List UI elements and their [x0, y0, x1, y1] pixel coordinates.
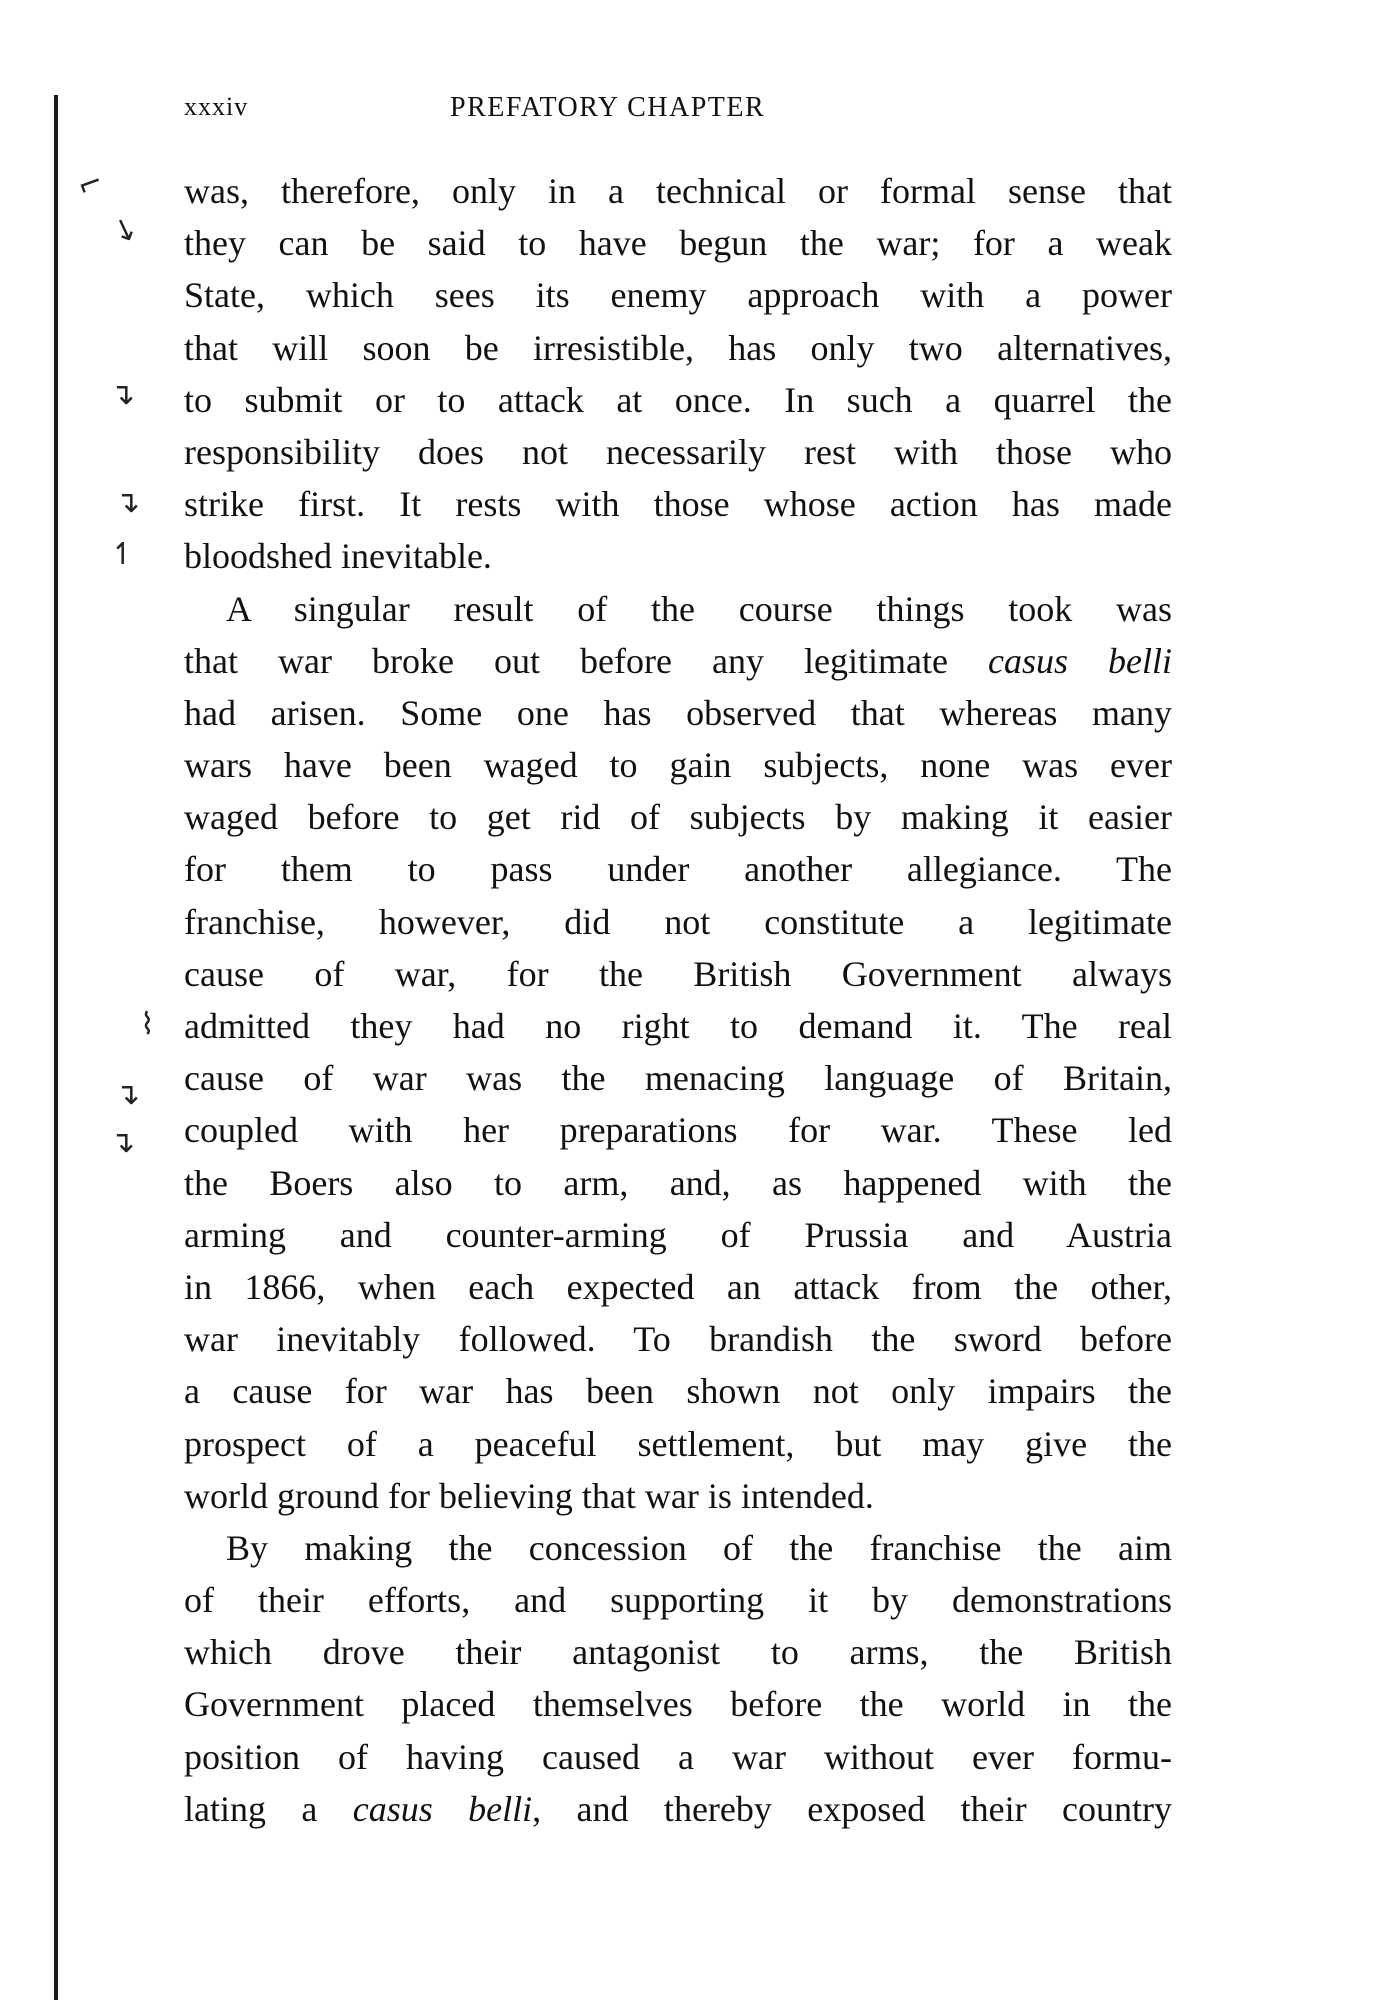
text-line: for them to pass under another allegiance. The [184, 849, 1172, 890]
text-line: By making the concession of the franchise the aim [226, 1527, 1172, 1568]
running-head: PREFATORY CHAPTER [450, 92, 766, 123]
paragraph-3 [184, 1522, 1172, 1835]
text-segment: , and thereby exposed their country [532, 1788, 1172, 1829]
text-line: bloodshed inevitable. [184, 536, 492, 577]
text-line: responsibility does not necessarily rest with those who [184, 431, 1172, 472]
margin-mark-icon: ⌇ [140, 1007, 155, 1042]
text-line: in 1866, when each expected an attack from the other, [184, 1266, 1172, 1307]
text-line: strike first. It rests with those whose action has made [184, 484, 1172, 525]
text-line [184, 635, 1172, 687]
text-line: waged before to get rid of subjects by making it easier [184, 797, 1172, 838]
margin-mark-icon: ↿ [110, 537, 136, 572]
text-line: arming and counter-arming of Prussia and Austria [184, 1214, 1172, 1255]
text-line: they can be said to have begun the war; for a weak [184, 223, 1172, 264]
text-line: was, therefore, only in a technical or formal sense that [184, 171, 1172, 211]
text-line: State, which sees its enemy approach with a power [184, 275, 1172, 316]
margin-mark-icon: ↴ [115, 485, 141, 520]
body-text [184, 165, 1172, 1835]
text-line: Government placed themselves before the world in the [184, 1684, 1172, 1725]
text-segment: that war broke out before any legitimate [184, 640, 988, 681]
text-line: A singular result of the course things took was [226, 588, 1172, 629]
text-segment: lating a [184, 1788, 353, 1829]
page-header [150, 92, 1170, 132]
page-number: xxxiv [184, 92, 249, 121]
margin-mark-icon: ↴ [115, 1077, 141, 1112]
italic-phrase: casus belli [987, 640, 1172, 681]
text-line: which drove their antagonist to arms, the British [184, 1632, 1172, 1673]
margin-mark-icon: ⌐ [72, 163, 109, 206]
text-line: wars have been waged to gain subjects, none was ever [184, 745, 1172, 786]
text-line: admitted they had no right to demand it. The real [184, 1006, 1172, 1046]
margin-mark-icon: ↴ [110, 1125, 136, 1160]
text-line: a cause for war has been shown not only impairs the [184, 1371, 1172, 1412]
text-line: had arisen. Some one has observed that whereas many [184, 692, 1172, 733]
text-line: world ground for believing that war is intended. [184, 1475, 874, 1516]
margin-mark-icon: ↴ [110, 377, 136, 412]
text-line: to submit or to attack at once. In such a quarrel the [184, 379, 1172, 420]
text-line: war inevitably followed. To brandish the sword before [184, 1319, 1172, 1360]
paragraph-1 [184, 165, 1172, 583]
text-line: franchise, however, did not constitute a legitimate [184, 901, 1172, 942]
margin-mark-icon: ↘ [106, 208, 143, 251]
text-line [184, 1783, 1172, 1835]
text-line: coupled with her preparations for war. These led [184, 1110, 1172, 1151]
text-line: prospect of a peaceful settlement, but may give the [184, 1423, 1172, 1464]
italic-phrase: casus belli [352, 1788, 533, 1829]
binding-gutter-line [54, 95, 58, 2000]
text-line: cause of war was the menacing language of Britain, [184, 1058, 1172, 1099]
text-line: cause of war, for the British Government always [184, 953, 1172, 994]
text-line: of their efforts, and supporting it by demonstrations [184, 1580, 1172, 1621]
text-line: that will soon be irresistible, has only two alternatives, [184, 327, 1172, 368]
paragraph-2 [184, 583, 1172, 1522]
text-line: position of having caused a war without ever formu- [184, 1736, 1172, 1777]
text-line: the Boers also to arm, and, as happened with the [184, 1162, 1172, 1203]
